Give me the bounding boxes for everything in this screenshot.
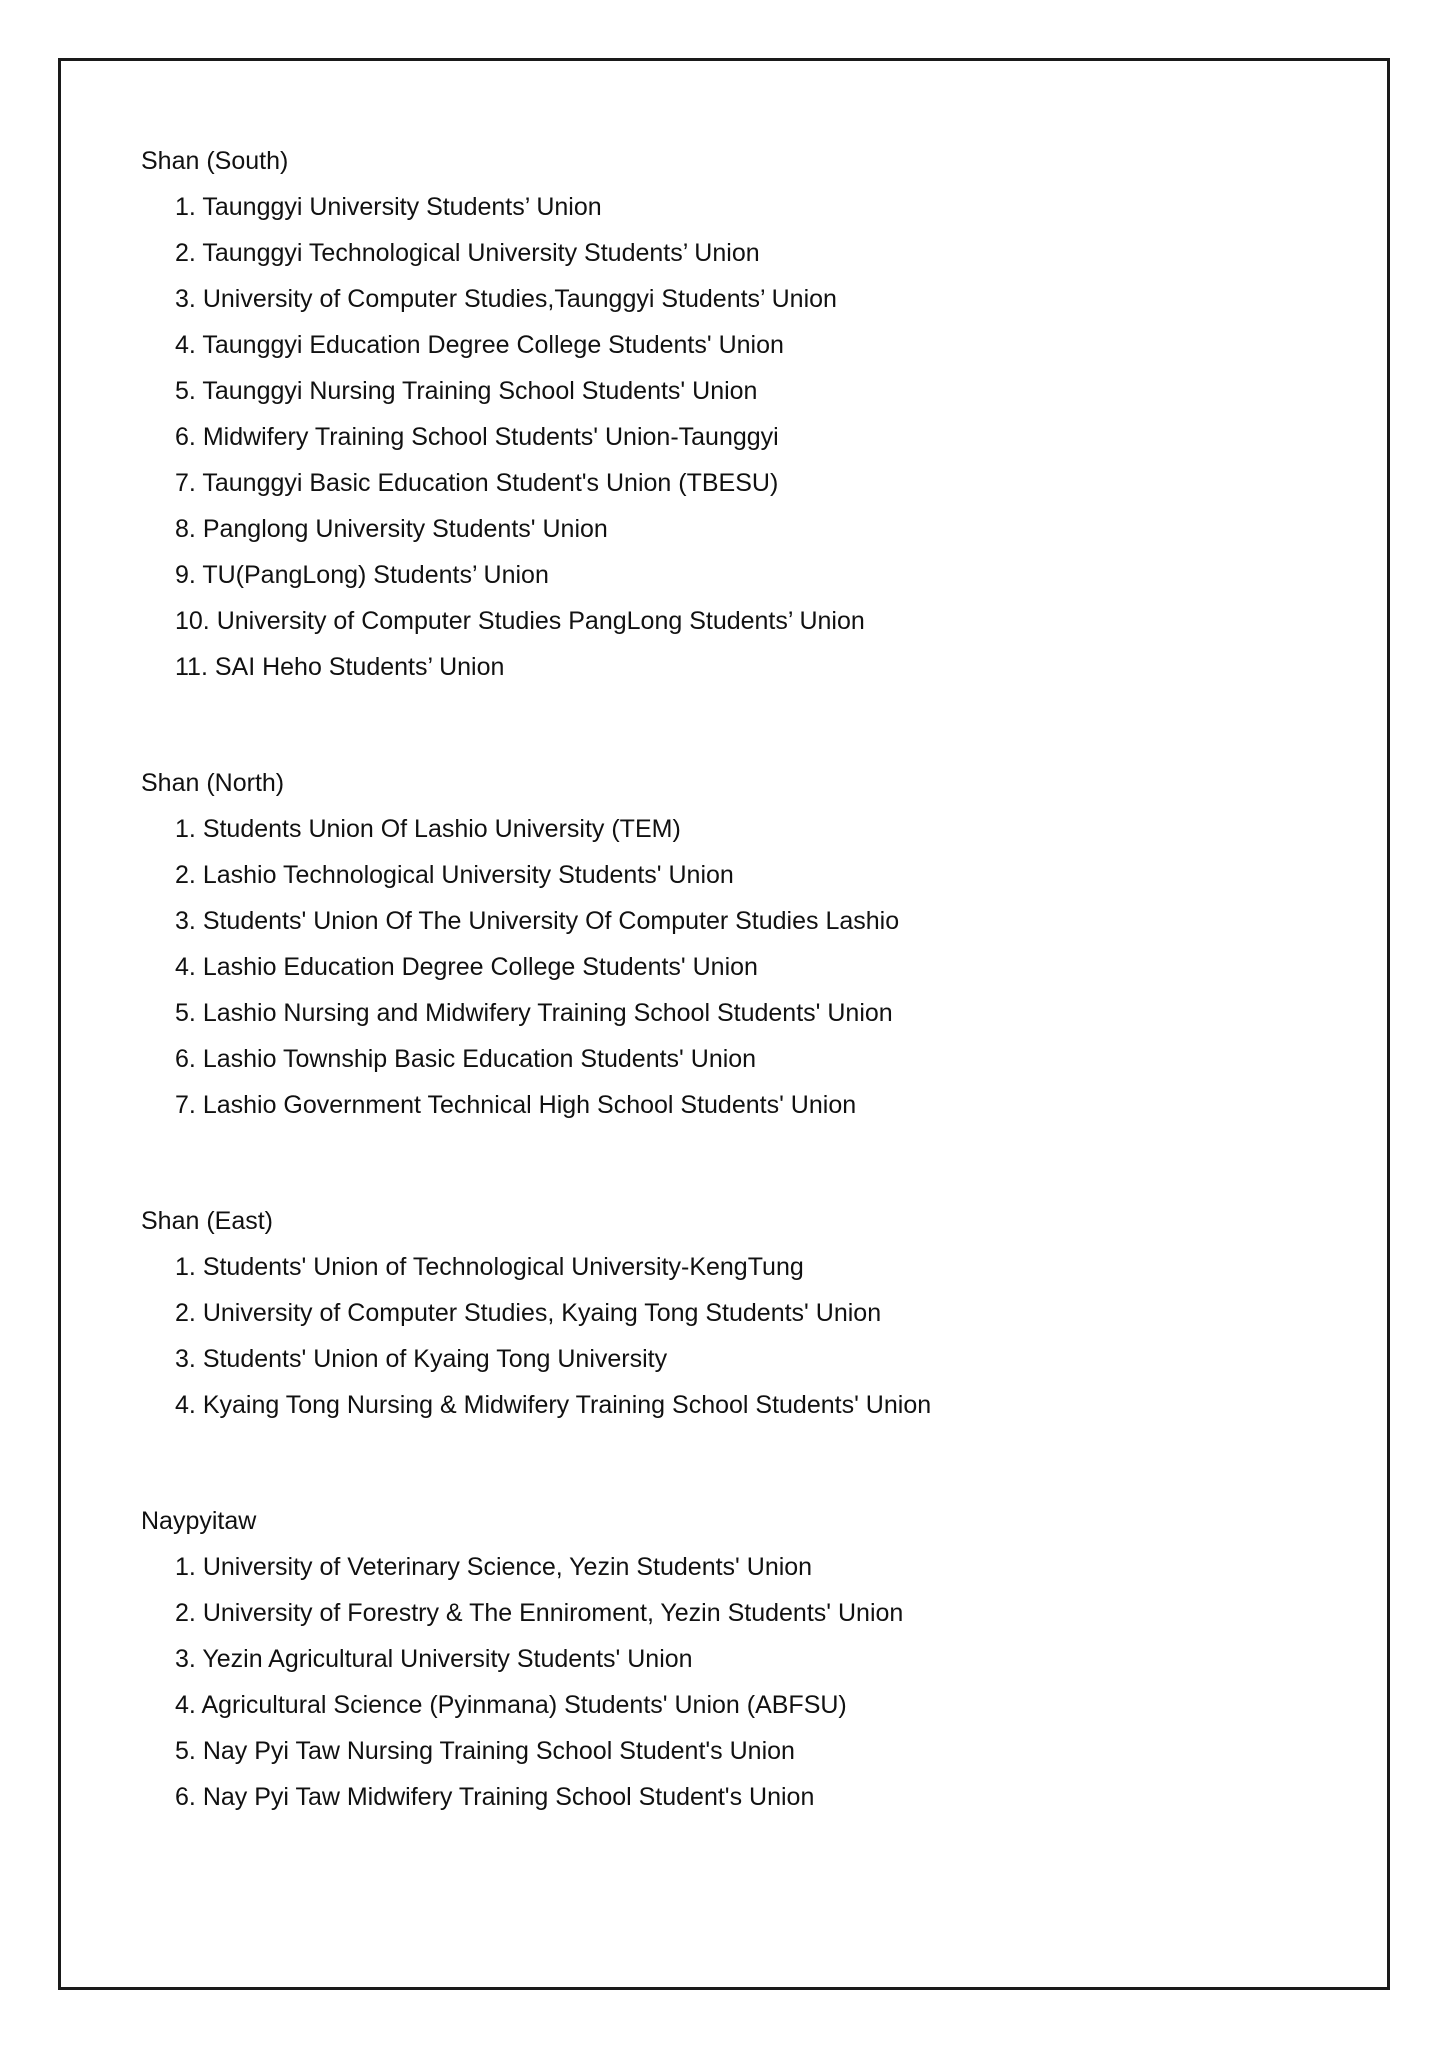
list-item-number: 5. <box>175 1737 196 1765</box>
list-item <box>141 552 1321 598</box>
list-item-number: 11. <box>175 653 208 681</box>
list-item-number: 5. <box>175 999 196 1027</box>
list-item-number: 7. <box>175 469 196 497</box>
list-item <box>141 184 1321 230</box>
list-item <box>141 1590 1321 1636</box>
list-item <box>141 368 1321 414</box>
list-item-text: University of Computer Studies, Kyaing Tong Students' Union <box>202 1299 882 1327</box>
list-item-text: University of Computer Studies,Taunggyi Students’ Union <box>202 285 837 313</box>
list-item-number: 1. <box>175 1553 196 1581</box>
region-heading: Shan (East) <box>141 1207 274 1235</box>
list-item-text: Students' Union Of The University Of Computer Studies Lashio <box>202 907 900 935</box>
region-section <box>141 760 1321 1128</box>
list-item-number: 1. <box>175 1253 196 1281</box>
list-item-number: 2. <box>175 861 196 889</box>
list-item <box>141 1244 1321 1290</box>
list-item-number: 6. <box>175 1045 196 1073</box>
list-item-text: Lashio Education Degree College Students' Union <box>202 953 758 981</box>
list-item <box>141 414 1321 460</box>
list-item <box>141 898 1321 944</box>
list-item-number: 9. <box>175 561 196 589</box>
list-item <box>141 1636 1321 1682</box>
list-item-number: 4. <box>175 331 196 359</box>
list-item <box>141 322 1321 368</box>
list-item-text: Agricultural Science (Pyinmana) Students' Union (ABFSU) <box>201 1691 847 1719</box>
list-item <box>141 1082 1321 1128</box>
list-item <box>141 506 1321 552</box>
list-item-text: Students' Union of Technological University-KengTung <box>202 1253 804 1281</box>
list-item-number: 3. <box>175 285 196 313</box>
list-item-text: Panglong University Students' Union <box>202 515 608 543</box>
list-item <box>141 1682 1321 1728</box>
region-section <box>141 1198 1321 1428</box>
list-item-number: 3. <box>175 907 196 935</box>
list-item-text: Taunggyi Education Degree College Students' Union <box>202 331 784 359</box>
list-item <box>141 1336 1321 1382</box>
list-item-number: 4. <box>175 953 196 981</box>
list-item-number: 4. <box>175 1391 196 1419</box>
list-item-text: TU(PangLong) Students’ Union <box>202 561 549 589</box>
list-item-text: Lashio Nursing and Midwifery Training School Students' Union <box>202 999 893 1027</box>
list-item-number: 5. <box>175 377 196 405</box>
union-list <box>141 806 1321 1128</box>
list-item-number: 1. <box>175 193 196 221</box>
list-item-number: 10. <box>175 607 210 635</box>
list-item-text: Students' Union of Kyaing Tong University <box>202 1345 668 1373</box>
region-section <box>141 1498 1321 1820</box>
union-list <box>141 1244 1321 1428</box>
list-item-text: Taunggyi Basic Education Student's Union (TBESU) <box>202 469 779 497</box>
list-item <box>141 1382 1321 1428</box>
list-item <box>141 1728 1321 1774</box>
document-body <box>141 138 1321 1820</box>
list-item-text: Yezin Agricultural University Students' Union <box>202 1645 693 1673</box>
list-item-text: Lashio Government Technical High School Students' Union <box>202 1091 857 1119</box>
list-item <box>141 1290 1321 1336</box>
list-item-text: Nay Pyi Taw Midwifery Training School Student's Union <box>202 1783 815 1811</box>
list-item <box>141 230 1321 276</box>
list-item-number: 2. <box>175 1599 196 1627</box>
list-item-number: 7. <box>175 1091 196 1119</box>
list-item-text: Taunggyi Nursing Training School Students' Union <box>202 377 758 405</box>
list-item-text: Lashio Township Basic Education Students' Union <box>202 1045 757 1073</box>
list-item <box>141 852 1321 898</box>
list-item-number: 6. <box>175 1783 196 1811</box>
list-item <box>141 990 1321 1036</box>
list-item-number: 2. <box>175 1299 196 1327</box>
list-item <box>141 276 1321 322</box>
list-item-text: Nay Pyi Taw Nursing Training School Student's Union <box>202 1737 795 1765</box>
list-item-text: University of Veterinary Science, Yezin Students' Union <box>202 1553 813 1581</box>
list-item <box>141 806 1321 852</box>
region-heading: Shan (South) <box>141 147 289 175</box>
list-item-text: Taunggyi University Students’ Union <box>202 193 602 221</box>
list-item <box>141 1544 1321 1590</box>
region-heading: Naypyitaw <box>141 1507 257 1535</box>
list-item-text: University of Computer Studies PangLong Students’ Union <box>216 607 865 635</box>
list-item <box>141 644 1321 690</box>
list-item-text: SAI Heho Students’ Union <box>214 653 505 681</box>
list-item-text: Kyaing Tong Nursing & Midwifery Training School Students' Union <box>202 1391 932 1419</box>
list-item-number: 1. <box>175 815 196 843</box>
union-list <box>141 184 1321 690</box>
list-item-number: 4. <box>175 1691 196 1719</box>
list-item-number: 6. <box>175 423 196 451</box>
list-item-text: Taunggyi Technological University Students’ Union <box>202 239 760 267</box>
list-item-text: Students Union Of Lashio University (TEM) <box>202 815 681 843</box>
list-item-number: 2. <box>175 239 196 267</box>
list-item-text: Midwifery Training School Students' Union-Taunggyi <box>202 423 779 451</box>
list-item <box>141 460 1321 506</box>
list-item-number: 3. <box>175 1345 196 1373</box>
list-item <box>141 1036 1321 1082</box>
list-item <box>141 1774 1321 1820</box>
union-list <box>141 1544 1321 1820</box>
list-item <box>141 598 1321 644</box>
list-item-text: University of Forestry & The Enniroment, Yezin Students' Union <box>202 1599 904 1627</box>
list-item-number: 3. <box>175 1645 196 1673</box>
list-item-number: 8. <box>175 515 196 543</box>
list-item <box>141 944 1321 990</box>
region-section <box>141 138 1321 690</box>
region-heading: Shan (North) <box>141 769 285 797</box>
list-item-text: Lashio Technological University Students' Union <box>202 861 734 889</box>
